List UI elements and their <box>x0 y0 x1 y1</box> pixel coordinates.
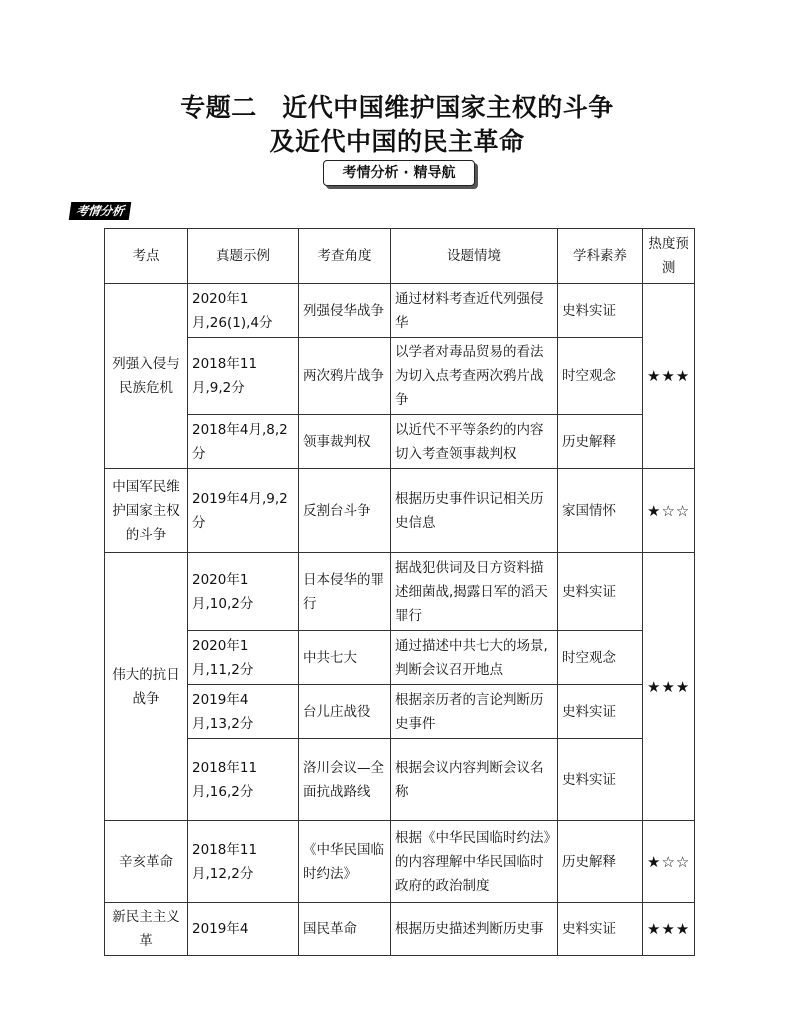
topic-cell: 列强入侵与民族危机 <box>105 284 188 469</box>
section-banner: 考情分析 · 精导航 <box>323 160 475 186</box>
angle-cell: 台儿庄战役 <box>299 685 391 739</box>
table-body <box>105 284 695 956</box>
context-cell: 通过描述中共七大的场景,判断会议召开地点 <box>391 631 558 685</box>
angle-cell: 列强侵华战争 <box>299 284 391 338</box>
table-row <box>105 631 695 685</box>
heat-rating-stars: ★★★ <box>643 284 695 469</box>
topic-cell: 新民主主义革 <box>105 903 188 956</box>
heat-rating-stars: ★☆☆ <box>643 469 695 553</box>
exam-cell: 2020年1月,26(1),4分 <box>188 284 299 338</box>
topic-cell: 中国军民维护国家主权的斗争 <box>105 469 188 553</box>
header-context: 设题情境 <box>391 229 558 284</box>
topic-cell: 伟大的抗日战争 <box>105 553 188 821</box>
header-literacy: 学科素养 <box>558 229 643 284</box>
angle-cell: 《中华民国临时约法》 <box>299 821 391 903</box>
context-cell: 根据历史描述判断历史事 <box>391 903 558 956</box>
page-title-line2: 及近代中国的民主革命 <box>269 127 525 156</box>
angle-cell: 反割台斗争 <box>299 469 391 553</box>
exam-cell: 2018年11月,12,2分 <box>188 821 299 903</box>
angle-cell: 国民革命 <box>299 903 391 956</box>
heat-rating-stars: ★★★ <box>643 553 695 821</box>
angle-cell: 日本侵华的罪行 <box>299 553 391 631</box>
table-row <box>105 469 695 553</box>
exam-cell: 2019年4 <box>188 903 299 956</box>
angle-cell: 洛川会议—全面抗战路线 <box>299 739 391 821</box>
exam-cell: 2020年1月,11,2分 <box>188 631 299 685</box>
exam-analysis-table <box>104 228 695 956</box>
exam-cell: 2019年4月,13,2分 <box>188 685 299 739</box>
topic-cell: 辛亥革命 <box>105 821 188 903</box>
context-cell: 根据亲历者的言论判断历史事件 <box>391 685 558 739</box>
table-row <box>105 284 695 338</box>
literacy-cell: 史料实证 <box>558 553 643 631</box>
context-cell: 根据会议内容判断会议名称 <box>391 739 558 821</box>
exam-cell: 2018年4月,8,2分 <box>188 415 299 469</box>
header-topic: 考点 <box>105 229 188 284</box>
literacy-cell: 历史解释 <box>558 821 643 903</box>
page-title-line1: 专题二 近代中国维护国家主权的斗争 <box>180 93 614 122</box>
literacy-cell: 家国情怀 <box>558 469 643 553</box>
context-cell: 以近代不平等条约的内容切入考查领事裁判权 <box>391 415 558 469</box>
exam-cell: 2018年11月,16,2分 <box>188 739 299 821</box>
table-row <box>105 415 695 469</box>
literacy-cell: 史料实证 <box>558 685 643 739</box>
section-label: 考情分析 <box>69 202 132 220</box>
header-exam: 真题示例 <box>188 229 299 284</box>
context-cell: 通过材料考查近代列强侵华 <box>391 284 558 338</box>
table-row <box>105 685 695 739</box>
angle-cell: 领事裁判权 <box>299 415 391 469</box>
literacy-cell: 时空观念 <box>558 338 643 415</box>
context-cell: 据战犯供词及日方资料描述细菌战,揭露日军的滔天罪行 <box>391 553 558 631</box>
header-angle: 考查角度 <box>299 229 391 284</box>
angle-cell: 中共七大 <box>299 631 391 685</box>
exam-cell: 2018年11月,9,2分 <box>188 338 299 415</box>
exam-cell: 2020年1月,10,2分 <box>188 553 299 631</box>
literacy-cell: 历史解释 <box>558 415 643 469</box>
literacy-cell: 史料实证 <box>558 284 643 338</box>
table-row <box>105 739 695 821</box>
table-row <box>105 553 695 631</box>
heat-rating-stars: ★★★ <box>643 903 695 956</box>
literacy-cell: 史料实证 <box>558 903 643 956</box>
angle-cell: 两次鸦片战争 <box>299 338 391 415</box>
table-row <box>105 903 695 956</box>
table-header-row <box>105 229 695 284</box>
literacy-cell: 时空观念 <box>558 631 643 685</box>
literacy-cell: 史料实证 <box>558 739 643 821</box>
table-row <box>105 338 695 415</box>
context-cell: 根据历史事件识记相关历史信息 <box>391 469 558 553</box>
context-cell: 以学者对毒品贸易的看法为切入点考查两次鸦片战争 <box>391 338 558 415</box>
header-heat: 热度预测 <box>643 229 695 284</box>
heat-rating-stars: ★☆☆ <box>643 821 695 903</box>
exam-cell: 2019年4月,9,2分 <box>188 469 299 553</box>
context-cell: 根据《中华民国临时约法》的内容理解中华民国临时政府的政治制度 <box>391 821 558 903</box>
table-row <box>105 821 695 903</box>
